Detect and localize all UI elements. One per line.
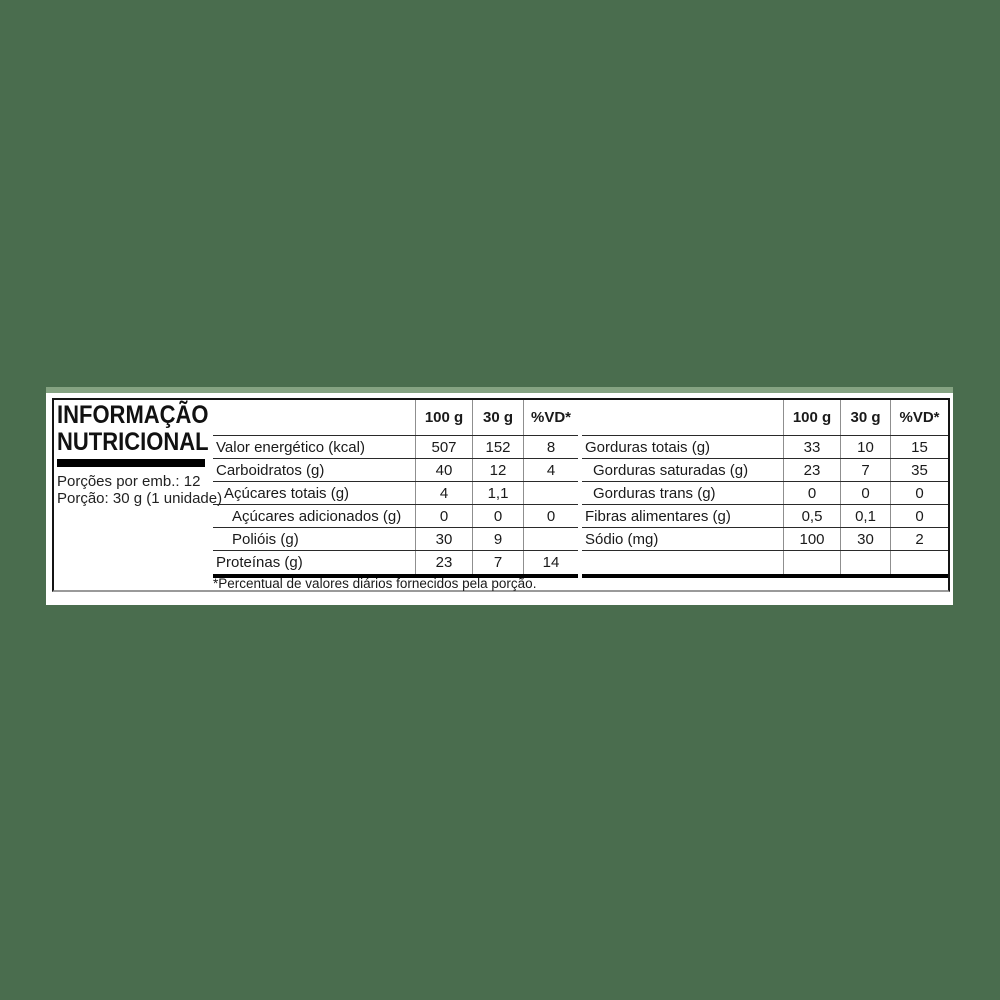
title-block bbox=[57, 401, 223, 507]
table-row bbox=[582, 436, 948, 459]
value-cell: 30 bbox=[840, 528, 890, 550]
table-row bbox=[582, 482, 948, 505]
nutrition-label-panel bbox=[46, 387, 953, 605]
nutrition-table-left bbox=[213, 400, 578, 578]
row-label: Polióis (g) bbox=[232, 530, 299, 548]
value-cell: 8 bbox=[523, 436, 578, 458]
value-cell: 14 bbox=[523, 551, 578, 574]
value-cell: 23 bbox=[415, 551, 472, 574]
value-cell: 7 bbox=[472, 551, 523, 574]
value-cell: 1,1 bbox=[472, 482, 523, 504]
value-cell: 0 bbox=[783, 482, 840, 504]
value-cell: 4 bbox=[415, 482, 472, 504]
value-cell: 2 bbox=[890, 528, 948, 550]
value-cell: 10 bbox=[840, 436, 890, 458]
value-cell: 100 bbox=[783, 528, 840, 550]
value-cell bbox=[523, 482, 578, 504]
value-cell: 7 bbox=[840, 459, 890, 481]
row-label: Proteínas (g) bbox=[216, 554, 303, 571]
table-row bbox=[582, 505, 948, 528]
value-cell: 12 bbox=[472, 459, 523, 481]
table-header-row bbox=[582, 400, 948, 436]
value-cell: 23 bbox=[783, 459, 840, 481]
value-cell: 0 bbox=[890, 482, 948, 504]
header-label-cell bbox=[582, 400, 783, 435]
value-cell: 0,5 bbox=[783, 505, 840, 527]
table-row bbox=[582, 551, 948, 578]
header-label-cell bbox=[213, 400, 415, 435]
nutrition-title bbox=[57, 401, 209, 456]
table-row bbox=[582, 528, 948, 551]
value-cell bbox=[783, 551, 840, 574]
value-cell: 33 bbox=[783, 436, 840, 458]
row-label: Gorduras totais (g) bbox=[585, 438, 711, 456]
value-cell: 4 bbox=[523, 459, 578, 481]
value-cell: 0 bbox=[840, 482, 890, 504]
table-header-row bbox=[213, 400, 578, 436]
daily-values-footnote: *Percentual de valores diários fornecidos pela porção. bbox=[213, 576, 537, 591]
value-cell: 9 bbox=[472, 528, 523, 550]
row-label: Carboidratos (g) bbox=[216, 461, 325, 479]
servings-info bbox=[57, 473, 223, 507]
value-cell: 40 bbox=[415, 459, 472, 481]
value-cell: 152 bbox=[472, 436, 523, 458]
table-row bbox=[213, 482, 578, 505]
row-label: Açúcares adicionados (g) bbox=[232, 507, 402, 525]
value-cell: 0 bbox=[472, 505, 523, 527]
value-cell: 35 bbox=[890, 459, 948, 481]
serving-size: Porção: 30 g (1 unidade) bbox=[57, 489, 223, 507]
row-label: Açúcares totais (g) bbox=[224, 484, 350, 502]
row-label bbox=[582, 551, 783, 574]
value-cell: 0 bbox=[415, 505, 472, 527]
nutrition-title-line1: INFORMAÇÃO bbox=[57, 401, 209, 429]
table-row bbox=[582, 459, 948, 482]
table-row bbox=[213, 528, 578, 551]
value-cell: 0,1 bbox=[840, 505, 890, 527]
column-header: 30 g bbox=[840, 400, 890, 435]
table-row bbox=[213, 436, 578, 459]
nutrition-title-line2: NUTRICIONAL bbox=[57, 428, 209, 456]
value-cell bbox=[890, 551, 948, 574]
column-header: %VD* bbox=[890, 400, 948, 435]
row-label: Fibras alimentares (g) bbox=[585, 507, 731, 525]
table-row bbox=[213, 551, 578, 578]
servings-per-package: Porções por emb.: 12 bbox=[57, 473, 201, 490]
column-header: %VD* bbox=[523, 400, 578, 435]
row-label: Valor energético (kcal) bbox=[216, 438, 365, 456]
title-underline-bar bbox=[57, 459, 205, 467]
column-header: 100 g bbox=[415, 400, 472, 435]
value-cell: 507 bbox=[415, 436, 472, 458]
value-cell bbox=[523, 528, 578, 550]
value-cell: 15 bbox=[890, 436, 948, 458]
value-cell: 30 bbox=[415, 528, 472, 550]
row-label: Sódio (mg) bbox=[585, 530, 659, 548]
nutrition-table-box bbox=[52, 398, 950, 592]
column-header: 30 g bbox=[472, 400, 523, 435]
table-row bbox=[213, 459, 578, 482]
value-cell: 0 bbox=[890, 505, 948, 527]
row-label: Gorduras saturadas (g) bbox=[593, 461, 749, 479]
column-header: 100 g bbox=[783, 400, 840, 435]
value-cell: 0 bbox=[523, 505, 578, 527]
value-cell bbox=[840, 551, 890, 574]
table-row bbox=[213, 505, 578, 528]
row-label: Gorduras trans (g) bbox=[593, 484, 716, 502]
nutrition-table-right bbox=[582, 400, 948, 578]
